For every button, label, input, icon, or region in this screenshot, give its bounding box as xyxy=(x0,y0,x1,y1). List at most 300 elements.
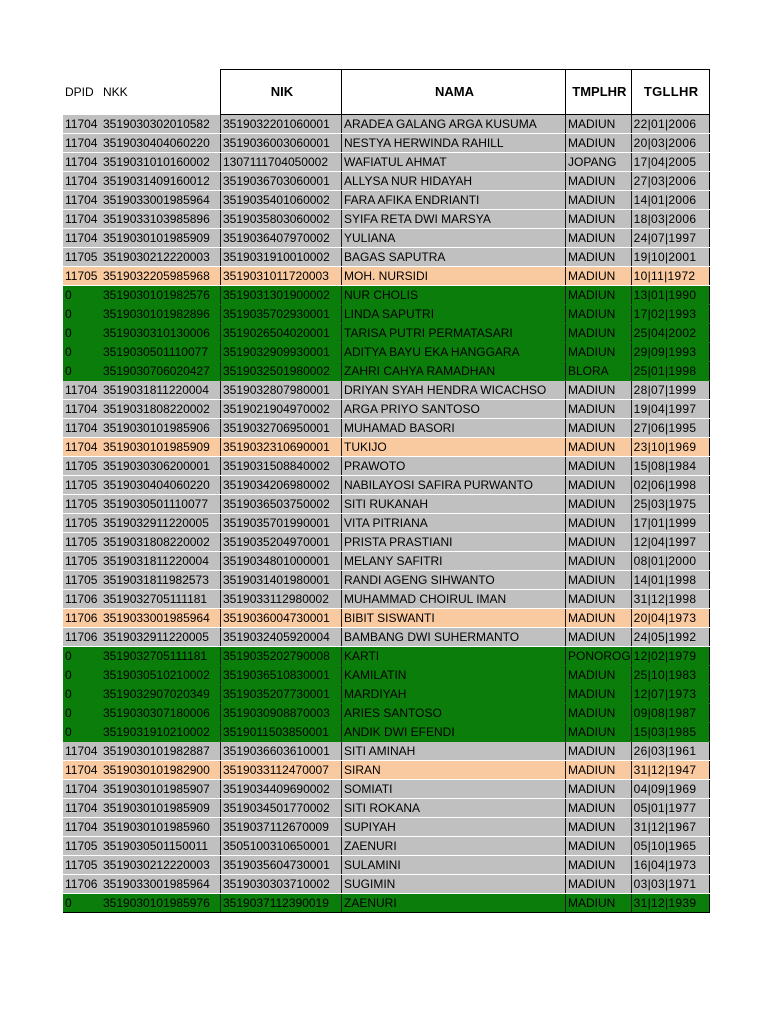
cell-dpid: 11705 xyxy=(63,552,103,571)
cell-tgllhr: 20|04|1973 xyxy=(631,609,709,628)
cell-tmplhr: MADIUN xyxy=(566,286,632,305)
cell-nama: KAMILATIN xyxy=(342,666,566,685)
cell-nik: 3519032405920004 xyxy=(221,628,342,647)
table-row xyxy=(63,666,709,685)
cell-tmplhr: MADIUN xyxy=(566,875,632,894)
cell-nik: 3519034501770002 xyxy=(221,799,342,818)
cell-dpid: 0 xyxy=(63,704,103,723)
cell-tmplhr: MADIUN xyxy=(566,590,632,609)
cell-tgllhr: 25|04|2002 xyxy=(631,324,709,343)
cell-nkk: 3519030501110077 xyxy=(103,343,221,362)
cell-tgllhr: 18|03|2006 xyxy=(631,210,709,229)
cell-nama: BIBIT SISWANTI xyxy=(342,609,566,628)
cell-dpid: 11704 xyxy=(63,153,103,172)
cell-dpid: 0 xyxy=(63,324,103,343)
cell-tgllhr: 12|07|1973 xyxy=(631,685,709,704)
cell-dpid: 11706 xyxy=(63,628,103,647)
data-table xyxy=(63,69,710,913)
cell-nama: FARA AFIKA ENDRIANTI xyxy=(342,191,566,210)
cell-tgllhr: 08|01|2000 xyxy=(631,552,709,571)
cell-nama: SYIFA RETA DWI MARSYA xyxy=(342,210,566,229)
header-row xyxy=(63,70,709,115)
cell-nik: 3519032706950001 xyxy=(221,419,342,438)
table-row xyxy=(63,628,709,647)
cell-nkk: 3519030101982896 xyxy=(103,305,221,324)
cell-nama: SIRAN xyxy=(342,761,566,780)
cell-nik: 3519033112470007 xyxy=(221,761,342,780)
cell-dpid: 11704 xyxy=(63,400,103,419)
cell-tgllhr: 12|02|1979 xyxy=(631,647,709,666)
cell-dpid: 0 xyxy=(63,723,103,742)
header-tmplhr: TMPLHR xyxy=(566,70,632,115)
cell-nik: 3519035701990001 xyxy=(221,514,342,533)
cell-tmplhr: MADIUN xyxy=(566,533,632,552)
cell-dpid: 11706 xyxy=(63,875,103,894)
cell-tgllhr: 29|09|1993 xyxy=(631,343,709,362)
cell-nkk: 3519030101982576 xyxy=(103,286,221,305)
cell-dpid: 11704 xyxy=(63,761,103,780)
cell-nama: WAFIATUL AHMAT xyxy=(342,153,566,172)
header-dpid: DPID xyxy=(65,85,94,99)
cell-tgllhr: 09|08|1987 xyxy=(631,704,709,723)
cell-nkk: 3519031910210002 xyxy=(103,723,221,742)
cell-tmplhr: MADIUN xyxy=(566,837,632,856)
cell-nik: 1307111704050002 xyxy=(221,153,342,172)
cell-nik: 3519037112670009 xyxy=(221,818,342,837)
table-row xyxy=(63,134,709,153)
table-row xyxy=(63,571,709,590)
table-row xyxy=(63,761,709,780)
cell-dpid: 11705 xyxy=(63,476,103,495)
cell-nkk: 3519033001985964 xyxy=(103,875,221,894)
cell-tgllhr: 22|01|2006 xyxy=(631,115,709,134)
cell-nik: 3519031301900002 xyxy=(221,286,342,305)
table-row xyxy=(63,457,709,476)
cell-nama: MUHAMAD BASORI xyxy=(342,419,566,438)
cell-dpid: 11704 xyxy=(63,381,103,400)
cell-tgllhr: 31|12|1939 xyxy=(631,894,709,913)
cell-nama: NESTYA HERWINDA RAHILL xyxy=(342,134,566,153)
cell-nik: 3519035202790008 xyxy=(221,647,342,666)
table-row xyxy=(63,229,709,248)
cell-nkk: 3519032705111181 xyxy=(103,590,221,609)
cell-dpid: 11704 xyxy=(63,210,103,229)
cell-dpid: 11704 xyxy=(63,229,103,248)
cell-dpid: 11705 xyxy=(63,533,103,552)
cell-nkk: 3519030306200001 xyxy=(103,457,221,476)
cell-nkk: 3519031811220004 xyxy=(103,381,221,400)
cell-tmplhr: MADIUN xyxy=(566,419,632,438)
cell-tmplhr: MADIUN xyxy=(566,248,632,267)
cell-nama: SUGIMIN xyxy=(342,875,566,894)
header-nkk: NKK xyxy=(103,85,128,99)
cell-nik: 3505100310650001 xyxy=(221,837,342,856)
cell-tmplhr: MADIUN xyxy=(566,609,632,628)
cell-nkk: 3519030501150011 xyxy=(103,837,221,856)
cell-nkk: 3519031808220002 xyxy=(103,533,221,552)
cell-nik: 3519032909930001 xyxy=(221,343,342,362)
cell-tgllhr: 31|12|1967 xyxy=(631,818,709,837)
cell-tgllhr: 28|07|1999 xyxy=(631,381,709,400)
cell-nik: 3519035207730001 xyxy=(221,685,342,704)
cell-dpid: 0 xyxy=(63,343,103,362)
cell-nkk: 3519030302010582 xyxy=(103,115,221,134)
cell-nik: 3519036004730001 xyxy=(221,609,342,628)
cell-nama: BAMBANG DWI SUHERMANTO xyxy=(342,628,566,647)
table-row xyxy=(63,742,709,761)
table-row xyxy=(63,723,709,742)
table-row xyxy=(63,609,709,628)
cell-nama: ANDIK DWI EFENDI xyxy=(342,723,566,742)
cell-nama: ARADEA GALANG ARGA KUSUMA xyxy=(342,115,566,134)
cell-dpid: 11704 xyxy=(63,818,103,837)
table-row xyxy=(63,343,709,362)
cell-nkk: 3519032911220005 xyxy=(103,514,221,533)
cell-tgllhr: 27|03|2006 xyxy=(631,172,709,191)
cell-nama: SITI RUKANAH xyxy=(342,495,566,514)
cell-nkk: 3519030307180006 xyxy=(103,704,221,723)
cell-tmplhr: MADIUN xyxy=(566,134,632,153)
cell-nik: 3519032201060001 xyxy=(221,115,342,134)
cell-dpid: 11704 xyxy=(63,115,103,134)
cell-dpid: 11704 xyxy=(63,742,103,761)
cell-dpid: 11704 xyxy=(63,172,103,191)
cell-tmplhr: MADIUN xyxy=(566,305,632,324)
table-row xyxy=(63,647,709,666)
cell-tmplhr: MADIUN xyxy=(566,571,632,590)
cell-tgllhr: 26|03|1961 xyxy=(631,742,709,761)
cell-nkk: 3519030404060220 xyxy=(103,476,221,495)
cell-nik: 3519032501980002 xyxy=(221,362,342,381)
table-row xyxy=(63,856,709,875)
cell-nkk: 3519032907020349 xyxy=(103,685,221,704)
cell-nkk: 3519030510210002 xyxy=(103,666,221,685)
cell-nama: SOMIATI xyxy=(342,780,566,799)
cell-dpid: 0 xyxy=(63,647,103,666)
cell-nama: KARTI xyxy=(342,647,566,666)
table-row xyxy=(63,191,709,210)
cell-tmplhr: MADIUN xyxy=(566,666,632,685)
cell-dpid: 11704 xyxy=(63,780,103,799)
cell-tmplhr: MADIUN xyxy=(566,381,632,400)
cell-nkk: 3519032705111181 xyxy=(103,647,221,666)
cell-dpid: 11705 xyxy=(63,571,103,590)
cell-nkk: 3519032911220005 xyxy=(103,628,221,647)
cell-tmplhr: MADIUN xyxy=(566,400,632,419)
cell-nama: SITI ROKANA xyxy=(342,799,566,818)
cell-tgllhr: 25|01|1998 xyxy=(631,362,709,381)
header-nama: NAMA xyxy=(342,70,566,115)
cell-tgllhr: 20|03|2006 xyxy=(631,134,709,153)
cell-dpid: 11705 xyxy=(63,837,103,856)
cell-tmplhr: MADIUN xyxy=(566,894,632,913)
cell-tmplhr: MADIUN xyxy=(566,742,632,761)
cell-dpid: 11705 xyxy=(63,514,103,533)
table-row xyxy=(63,476,709,495)
cell-tmplhr: MADIUN xyxy=(566,818,632,837)
cell-nkk: 3519030101982887 xyxy=(103,742,221,761)
cell-tgllhr: 24|05|1992 xyxy=(631,628,709,647)
cell-tgllhr: 10|11|1972 xyxy=(631,267,709,286)
cell-nkk: 3519030501110077 xyxy=(103,495,221,514)
cell-tmplhr: MADIUN xyxy=(566,267,632,286)
table-row xyxy=(63,286,709,305)
cell-nama: LINDA SAPUTRI xyxy=(342,305,566,324)
cell-nama: TUKIJO xyxy=(342,438,566,457)
cell-tmplhr: MADIUN xyxy=(566,476,632,495)
cell-nama: ZAENURI xyxy=(342,837,566,856)
cell-tmplhr: MADIUN xyxy=(566,723,632,742)
cell-tmplhr: MADIUN xyxy=(566,495,632,514)
cell-nama: VITA PITRIANA xyxy=(342,514,566,533)
cell-nama: ZAENURI xyxy=(342,894,566,913)
cell-nama: YULIANA xyxy=(342,229,566,248)
cell-nama: ALLYSA NUR HIDAYAH xyxy=(342,172,566,191)
cell-dpid: 0 xyxy=(63,666,103,685)
cell-dpid: 0 xyxy=(63,286,103,305)
table-row xyxy=(63,685,709,704)
cell-nkk: 3519030212220003 xyxy=(103,856,221,875)
cell-nik: 3519032807980001 xyxy=(221,381,342,400)
table-row xyxy=(63,818,709,837)
cell-tmplhr: MADIUN xyxy=(566,324,632,343)
cell-nama: SUPIYAH xyxy=(342,818,566,837)
cell-nkk: 3519030404060220 xyxy=(103,134,221,153)
cell-tgllhr: 14|01|1998 xyxy=(631,571,709,590)
cell-tmplhr: MADIUN xyxy=(566,191,632,210)
cell-tmplhr: MADIUN xyxy=(566,457,632,476)
cell-nama: SULAMINI xyxy=(342,856,566,875)
cell-tgllhr: 27|06|1995 xyxy=(631,419,709,438)
cell-tmplhr: MADIUN xyxy=(566,172,632,191)
cell-nkk: 3519030706020427 xyxy=(103,362,221,381)
cell-tgllhr: 25|03|1975 xyxy=(631,495,709,514)
cell-tgllhr: 04|09|1969 xyxy=(631,780,709,799)
cell-tmplhr: PONOROG xyxy=(566,647,632,666)
cell-nama: ZAHRI CAHYA RAMADHAN xyxy=(342,362,566,381)
cell-nkk: 3519033001985964 xyxy=(103,191,221,210)
cell-tgllhr: 17|04|2005 xyxy=(631,153,709,172)
cell-nik: 3519026504020001 xyxy=(221,324,342,343)
header-nik: NIK xyxy=(221,70,342,115)
cell-nik: 3519034409690002 xyxy=(221,780,342,799)
cell-nik: 3519011503850001 xyxy=(221,723,342,742)
cell-nama: NABILAYOSI SAFIRA PURWANTO xyxy=(342,476,566,495)
table-row xyxy=(63,419,709,438)
cell-nik: 3519036003060001 xyxy=(221,134,342,153)
cell-nik: 3519035604730001 xyxy=(221,856,342,875)
cell-tgllhr: 15|03|1985 xyxy=(631,723,709,742)
cell-tmplhr: MADIUN xyxy=(566,514,632,533)
cell-dpid: 11704 xyxy=(63,419,103,438)
cell-nik: 3519033112980002 xyxy=(221,590,342,609)
cell-nik: 3519036703060001 xyxy=(221,172,342,191)
cell-tmplhr: MADIUN xyxy=(566,343,632,362)
table-row xyxy=(63,248,709,267)
table-row xyxy=(63,115,709,134)
cell-tgllhr: 31|12|1947 xyxy=(631,761,709,780)
table-row xyxy=(63,210,709,229)
table-row xyxy=(63,780,709,799)
cell-dpid: 11705 xyxy=(63,495,103,514)
cell-dpid: 11705 xyxy=(63,267,103,286)
cell-dpid: 0 xyxy=(63,894,103,913)
cell-nik: 3519030908870003 xyxy=(221,704,342,723)
cell-tmplhr: MADIUN xyxy=(566,552,632,571)
cell-tgllhr: 15|08|1984 xyxy=(631,457,709,476)
cell-tgllhr: 12|04|1997 xyxy=(631,533,709,552)
cell-nama: SITI AMINAH xyxy=(342,742,566,761)
cell-nkk: 3519030310130006 xyxy=(103,324,221,343)
table-row xyxy=(63,362,709,381)
cell-nkk: 3519030101985907 xyxy=(103,780,221,799)
table-row xyxy=(63,381,709,400)
cell-nama: PRISTA PRASTIANI xyxy=(342,533,566,552)
cell-nama: MUHAMMAD CHOIRUL IMAN xyxy=(342,590,566,609)
cell-tmplhr: MADIUN xyxy=(566,685,632,704)
cell-nkk: 3519031010160002 xyxy=(103,153,221,172)
cell-nkk: 3519033103985896 xyxy=(103,210,221,229)
cell-tmplhr: MADIUN xyxy=(566,704,632,723)
table-row xyxy=(63,552,709,571)
table-row xyxy=(63,533,709,552)
cell-tmplhr: MADIUN xyxy=(566,628,632,647)
cell-nik: 3519031910010002 xyxy=(221,248,342,267)
cell-tgllhr: 03|03|1971 xyxy=(631,875,709,894)
cell-tgllhr: 23|10|1969 xyxy=(631,438,709,457)
cell-nik: 3519036510830001 xyxy=(221,666,342,685)
cell-tgllhr: 14|01|2006 xyxy=(631,191,709,210)
cell-tgllhr: 05|01|1977 xyxy=(631,799,709,818)
cell-nik: 3519032310690001 xyxy=(221,438,342,457)
cell-nama: MOH. NURSIDI xyxy=(342,267,566,286)
cell-nkk: 3519030101985960 xyxy=(103,818,221,837)
table-row xyxy=(63,894,709,913)
cell-tmplhr: MADIUN xyxy=(566,780,632,799)
table-row xyxy=(63,267,709,286)
cell-tgllhr: 17|02|1993 xyxy=(631,305,709,324)
table-row xyxy=(63,153,709,172)
table-row xyxy=(63,514,709,533)
cell-nama: PRAWOTO xyxy=(342,457,566,476)
table-row xyxy=(63,438,709,457)
cell-nama: MELANY SAFITRI xyxy=(342,552,566,571)
cell-nik: 3519035702930001 xyxy=(221,305,342,324)
table-row xyxy=(63,590,709,609)
table-row xyxy=(63,400,709,419)
cell-dpid: 0 xyxy=(63,305,103,324)
cell-dpid: 11705 xyxy=(63,248,103,267)
cell-nkk: 3519031808220002 xyxy=(103,400,221,419)
cell-tmplhr: MADIUN xyxy=(566,438,632,457)
cell-tgllhr: 19|10|2001 xyxy=(631,248,709,267)
cell-tgllhr: 05|10|1965 xyxy=(631,837,709,856)
cell-nkk: 3519030101985909 xyxy=(103,799,221,818)
table-row xyxy=(63,837,709,856)
cell-nik: 3519035204970001 xyxy=(221,533,342,552)
table-row xyxy=(63,172,709,191)
cell-nama: BAGAS SAPUTRA xyxy=(342,248,566,267)
cell-nik: 3519037112390019 xyxy=(221,894,342,913)
cell-dpid: 11704 xyxy=(63,134,103,153)
cell-nik: 3519034206980002 xyxy=(221,476,342,495)
cell-nama: ARIES SANTOSO xyxy=(342,704,566,723)
cell-tmplhr: MADIUN xyxy=(566,856,632,875)
cell-tgllhr: 31|12|1998 xyxy=(631,590,709,609)
cell-nik: 3519035803060002 xyxy=(221,210,342,229)
cell-nama: ARGA PRIYO SANTOSO xyxy=(342,400,566,419)
cell-tmplhr: MADIUN xyxy=(566,799,632,818)
cell-nik: 3519036407970002 xyxy=(221,229,342,248)
cell-tmplhr: MADIUN xyxy=(566,761,632,780)
cell-nkk: 3519031409160012 xyxy=(103,172,221,191)
cell-tmplhr: MADIUN xyxy=(566,115,632,134)
cell-nkk: 3519032205985968 xyxy=(103,267,221,286)
cell-nik: 3519031508840002 xyxy=(221,457,342,476)
table-row xyxy=(63,704,709,723)
cell-dpid: 11704 xyxy=(63,799,103,818)
cell-dpid: 11706 xyxy=(63,590,103,609)
cell-nik: 3519036503750002 xyxy=(221,495,342,514)
cell-tmplhr: BLORA xyxy=(566,362,632,381)
cell-nik: 3519036603610001 xyxy=(221,742,342,761)
cell-nkk: 3519030101982900 xyxy=(103,761,221,780)
table-row xyxy=(63,324,709,343)
cell-nama: DRIYAN SYAH HENDRA WICACHSO xyxy=(342,381,566,400)
cell-nik: 3519030303710002 xyxy=(221,875,342,894)
cell-nama: TARISA PUTRI PERMATASARI xyxy=(342,324,566,343)
cell-nama: MARDIYAH xyxy=(342,685,566,704)
cell-nik: 3519035401060002 xyxy=(221,191,342,210)
cell-dpid: 11704 xyxy=(63,438,103,457)
cell-nkk: 3519030101985976 xyxy=(103,894,221,913)
table-row xyxy=(63,799,709,818)
cell-dpid: 11705 xyxy=(63,856,103,875)
cell-nik: 3519031011720003 xyxy=(221,267,342,286)
cell-tgllhr: 16|04|1973 xyxy=(631,856,709,875)
cell-nkk: 3519030101985909 xyxy=(103,438,221,457)
cell-tgllhr: 24|07|1997 xyxy=(631,229,709,248)
cell-nama: ADITYA BAYU EKA HANGGARA xyxy=(342,343,566,362)
cell-tgllhr: 17|01|1999 xyxy=(631,514,709,533)
cell-tmplhr: MADIUN xyxy=(566,229,632,248)
cell-tmplhr: MADIUN xyxy=(566,210,632,229)
cell-tgllhr: 25|10|1983 xyxy=(631,666,709,685)
cell-dpid: 11706 xyxy=(63,609,103,628)
cell-tgllhr: 02|06|1998 xyxy=(631,476,709,495)
header-tgllhr: TGLLHR xyxy=(631,70,709,115)
cell-nkk: 3519030212220003 xyxy=(103,248,221,267)
table-body xyxy=(63,115,709,913)
cell-nkk: 3519031811982573 xyxy=(103,571,221,590)
cell-tgllhr: 19|04|1997 xyxy=(631,400,709,419)
cell-nik: 3519021904970002 xyxy=(221,400,342,419)
cell-nama: RANDI AGENG SIHWANTO xyxy=(342,571,566,590)
table-row xyxy=(63,305,709,324)
cell-nkk: 3519031811220004 xyxy=(103,552,221,571)
cell-dpid: 0 xyxy=(63,685,103,704)
cell-nkk: 3519030101985906 xyxy=(103,419,221,438)
table-row xyxy=(63,495,709,514)
cell-tgllhr: 13|01|1990 xyxy=(631,286,709,305)
cell-nama: NUR CHOLIS xyxy=(342,286,566,305)
cell-nik: 3519034801000001 xyxy=(221,552,342,571)
cell-dpid: 11705 xyxy=(63,457,103,476)
cell-dpid: 0 xyxy=(63,362,103,381)
cell-nkk: 3519030101985909 xyxy=(103,229,221,248)
cell-nik: 3519031401980001 xyxy=(221,571,342,590)
cell-tmplhr: JOPANG xyxy=(566,153,632,172)
